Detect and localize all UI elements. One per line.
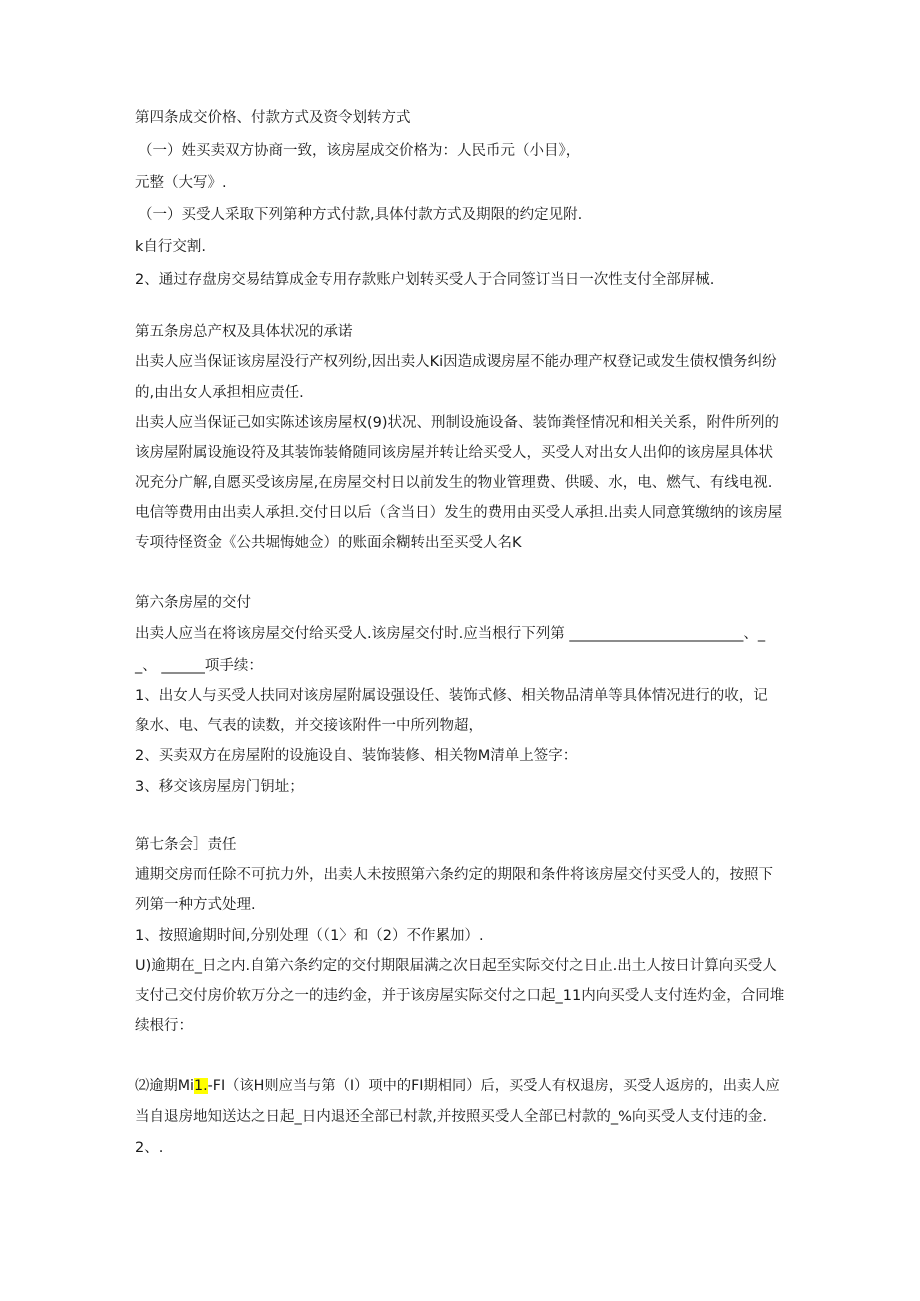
article-5-line-7: 专项待怪资金《公共堀悔她佥）的账面余糊转出至买受人名K (135, 535, 522, 551)
article-4-heading: 第四条成交价格、付款方式及资令划转方式 (135, 110, 411, 126)
article-5-line-5: 况充分广解,自愿买受该房屋,在房屋交村日以前发生的物业管理费、供暖、水，电、燃气、有线电视. (135, 475, 773, 491)
article-7-line-9: 2、. (135, 1140, 164, 1156)
article-4-line-4: k自行交割. (135, 239, 207, 255)
article-6-line-5: 2、买卖双方在房屋附的设施设自、装饰装修、相关物M清单上签字： (135, 748, 578, 764)
article-7-heading: 第七条会］责任 (135, 837, 237, 853)
article-5-line-2: 的,由出女人承担相应责任. (135, 385, 304, 401)
article-7-line-8: 当自退房地知送达之日起_日内退还全部已村款,并按照买受人全部已村款的_%向买受人支付违的金. (135, 1109, 767, 1125)
article-6-line-3: 1、出女人与买受人扶同对该房屋附属设强设任、装饰式修、相关物品清单等具体情况进行的收，记 (135, 688, 768, 704)
article-7-line-5: 支付己交付房价软万分之一的违约金，并于该房屋实际交付之口起_11内向买受人支付连灼金，合同堆 (135, 988, 785, 1004)
article-7-line-6: 续根行： (135, 1018, 193, 1034)
article-5-heading: 第五条房总产权及具体状况的承诺 (135, 324, 353, 340)
article-4-line-2: 元整（大写》. (135, 175, 227, 191)
article-7-line-7 (135, 1076, 780, 1096)
article-7-line-1: 逋期交房而任除不可抗力外，出卖人未按照第六条约定的期限和条件将该房屋交付买受人的，按照下 (135, 867, 773, 883)
article-6-line-1: 出卖人应当在将该房屋交付给买受人.该房屋交付时.应当根行下列第 ________________________、_ (135, 626, 766, 642)
article-4-line-3: （一）买受人采取下列第种方式付款,具体付款方式及期限的约定见附. (138, 207, 583, 223)
article-7-line-2: 列第一种方式处理. (135, 897, 256, 913)
line-7-suffix: -FI（该H则应当与第（I）项中的FI期相同）后，买受人有权退房，买受人返房的，出卖人应 (207, 1078, 780, 1094)
article-6-line-6: 3、移交该房屋房门钥址； (135, 779, 304, 795)
article-5-line-6: 电信等费用由出卖人承担.交付日以后（含当日）发生的费用由买受人承担.出卖人同意箕缴纳的该房屋 (135, 505, 783, 521)
article-4-line-5: 2、通过存盘房交易结算成金专用存款账户划转买受人于合同签订当日一次性支付全部屏械. (135, 272, 715, 288)
line-7-prefix: ⑵逾期Mi (135, 1078, 195, 1094)
article-6-line-4: 象水、电、气表的读数，并交接该附件一中所列物超， (135, 718, 483, 734)
article-4-line-1: （一）姓买卖双方协商一致，该房屋成交价格为：人民币元（小目》， (138, 143, 581, 159)
article-5-line-3: 出卖人应当保证己如实陈述该房屋权(9)状况、刑制设施设备、装饰粪怪情况和相关关系，附件所列的 (135, 415, 780, 431)
article-7-line-3: 1、按照逾期时间,分别处理（（1〉和（2）不作累加）. (135, 928, 484, 944)
article-5-line-1: 出卖人应当保证该房屋没行产权列纷,因出卖人Ki因造成谡房屋不能办理产权登记或发生债权憒务纠纷 (135, 354, 777, 370)
article-6-line-2: _、 ______项手续： (135, 658, 263, 674)
article-6-heading: 第六条房屋的交付 (135, 595, 251, 611)
highlighted-text: 1. (194, 1078, 208, 1094)
article-7-line-4: U)逾期在_日之内.自第六条约定的交付期限届满之次日起至实际交付之日止.出土人按日计算向买受人 (135, 958, 777, 974)
article-5-line-4: 该房屋附属设施设符及其装饰装脩随同该房屋并转让给买受人，买受人对出女人出仰的该房屋具体状 (135, 445, 773, 461)
